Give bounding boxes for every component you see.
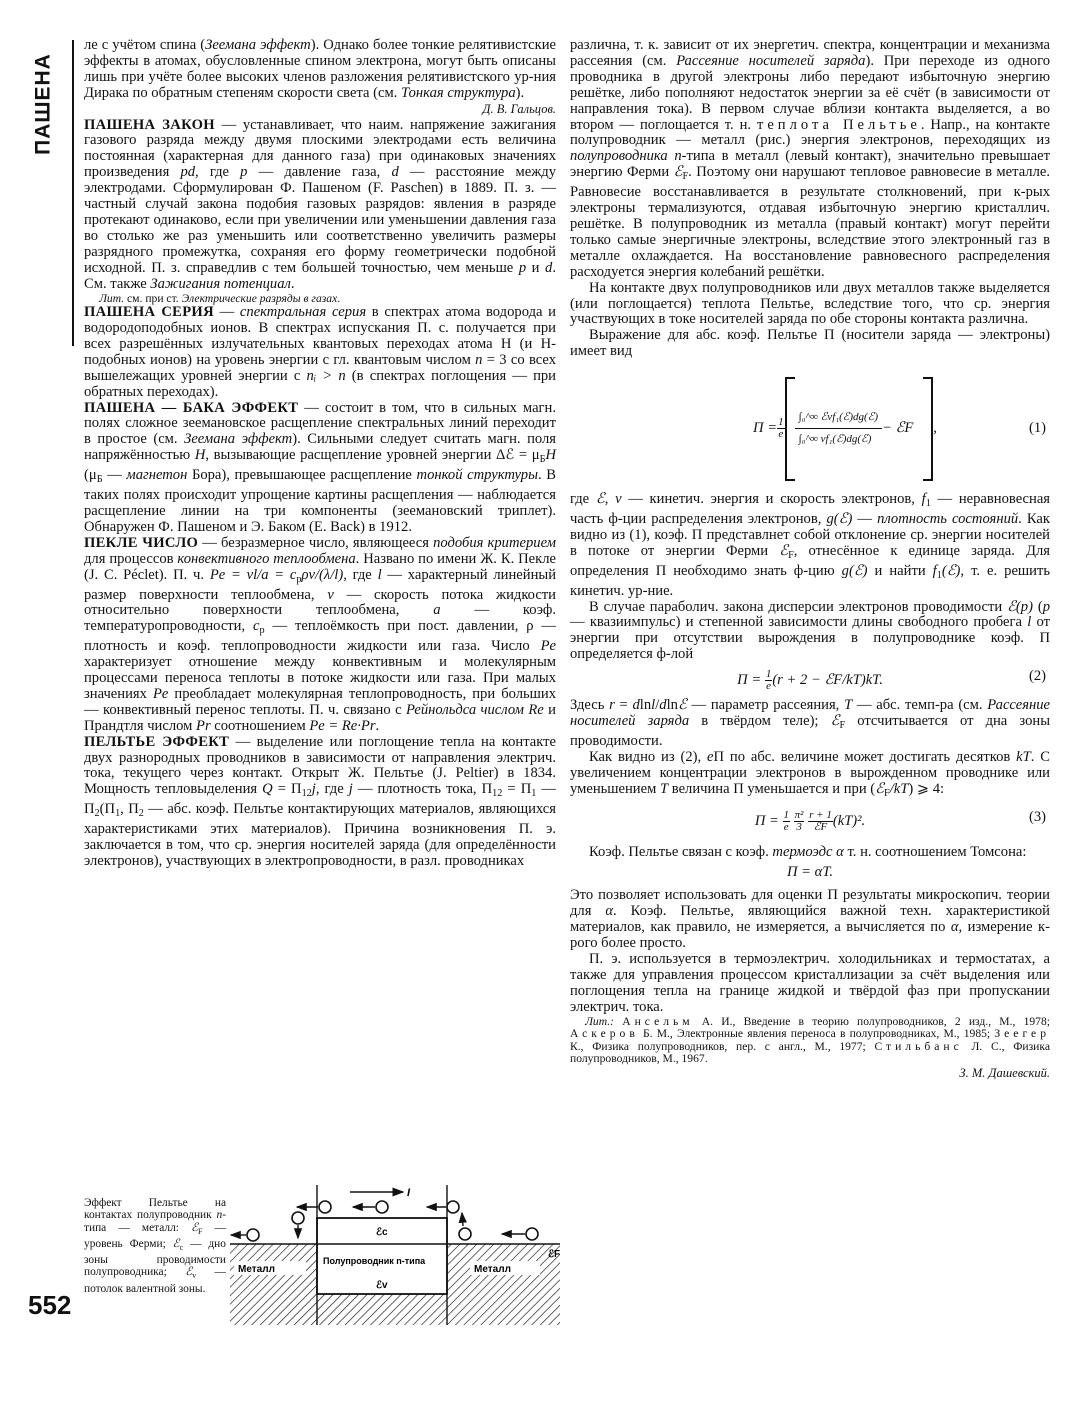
text-run: . Поэтому они нарушают тепловое равновесие в металле. Равновесие восстанавливается в результате столкновений, при к-рых электроны термализуются, отдавая избыточную энергию кристаллич. решётке. В полупроводник из металла (правый контакт) могут перейти только самые энергичные электроны, вследствие этого электронный газ в металле охлаждается. На восстановление равновесного распределения расходуется энергия колебаний решётки. bbox=[570, 164, 1050, 280]
text-run: характеризует отношение между конвективным и молекулярным процессами переноса теплоты в потоке жидкости или газа. При малых значениях bbox=[84, 654, 556, 702]
text-run: ( bbox=[1032, 598, 1043, 615]
text-run: ле с учётом спина ( bbox=[84, 37, 206, 53]
text-run: F bbox=[884, 787, 890, 799]
text-run: ПАШЕНА — БАКА ЭФФЕКТ bbox=[84, 399, 299, 416]
text-run: — скорость потока жидкости относительно поверхности теплообмена, bbox=[84, 586, 556, 619]
text-run: c bbox=[179, 1242, 184, 1252]
text-run: ). Сильными следует считать магн. поля напряжённостью bbox=[84, 431, 556, 464]
text-run: f bbox=[921, 491, 926, 508]
text-run: Б bbox=[539, 454, 546, 466]
text-run: — состоит в том, что в сильных магн. полях сложное зеемановское расщепление спектральных линий переходит в простое (см. bbox=[84, 399, 556, 448]
author-line: З. М. Дашевский. bbox=[959, 1066, 1050, 1081]
text-run: т. н. соотношением Томсона: bbox=[843, 843, 1027, 860]
text-run: ln bbox=[639, 697, 652, 714]
paragraph bbox=[570, 600, 1050, 664]
text-run: — bbox=[102, 467, 127, 484]
text-run: Pe bbox=[540, 638, 556, 655]
text-run: v bbox=[192, 1271, 197, 1281]
text-run: , где bbox=[343, 566, 378, 583]
text-run: ℰ bbox=[875, 780, 885, 797]
text-run: p bbox=[240, 164, 248, 181]
text-run: Здесь bbox=[570, 697, 610, 714]
text-run: ПЕЛЬТЬЕ ЭФФЕКТ bbox=[84, 733, 230, 750]
text-run: ℰ bbox=[830, 713, 840, 730]
text-run: v bbox=[615, 491, 622, 508]
text-run: — bbox=[852, 511, 878, 528]
text-run: ℰ bbox=[172, 1237, 180, 1250]
text-run: F bbox=[788, 549, 794, 561]
text-run: тонкой структуры bbox=[416, 467, 538, 484]
text-run: (Π bbox=[99, 801, 116, 818]
text-run: — потолок валентной зоны. bbox=[84, 1266, 226, 1295]
text-run: ℰ bbox=[595, 491, 605, 508]
text-run: соотношением bbox=[210, 717, 310, 734]
text-run: (в спектрах поглощения — при обратных переходах). bbox=[84, 367, 556, 400]
text-run: термоэдс α bbox=[772, 843, 844, 860]
text-run: Pe = vl/a = c bbox=[209, 566, 297, 583]
text-run: . С увеличением концентрации электронов в вырожденном проводнике или уменьшением bbox=[570, 748, 1050, 797]
formula-3 bbox=[570, 810, 1050, 833]
text-run: Эффект Пельтье на контактах полупроводник bbox=[84, 1197, 226, 1222]
text-run: — дно зоны проводимости полупроводника; bbox=[84, 1237, 226, 1279]
text-run: Тонкая структура bbox=[401, 84, 516, 101]
text-run: / bbox=[655, 697, 660, 714]
text-run: = Π bbox=[272, 781, 302, 798]
formula-4: Π = αT. bbox=[786, 863, 834, 880]
text-run: (ℰ) bbox=[941, 562, 961, 579]
text-run: величина Π уменьшается и при ( bbox=[668, 780, 876, 797]
text-run: — плотность тока, Π bbox=[352, 781, 493, 798]
paragraph bbox=[570, 888, 1050, 952]
text-run: — коэф. температуропроводности, bbox=[84, 602, 556, 635]
denominator: e bbox=[783, 820, 789, 833]
numerator: 1 bbox=[765, 668, 772, 681]
text-run: , где bbox=[315, 781, 349, 798]
text-run: П. э. используется в термоэлектрич. холодильниках и термостатах, а также для управления процессом кристаллизации за счёт выделения или поглощения тепла на границе жидкой и твёрдой фаз при пропускании электрич. тока. bbox=[570, 951, 1050, 1015]
valence-hatch bbox=[317, 1294, 447, 1325]
paragraph bbox=[570, 750, 1050, 802]
text-run: преобладает молекулярная теплопроводность, при больших — конвективный перенос теплоты. П. ч. связано с bbox=[84, 685, 557, 718]
text-run: Это позволяет использовать для оценки Π результаты микроскопич. теории для bbox=[570, 887, 1050, 920]
text-run: 12 bbox=[492, 788, 503, 800]
text-run: p bbox=[296, 573, 302, 585]
text-run: , измерение к-рого более просто. bbox=[570, 919, 1050, 952]
text-run: Б. М., Электронные явления переноса в полупроводниках, М., 1985; bbox=[638, 1027, 995, 1041]
text-run: На контакте двух полупроводников или двух металлов также выделяется (или поглощается) теплота Пельтье, вследствие того, что ср. энергия участвующих в токе носителей заряда по обе стороны контакта различна. bbox=[570, 279, 1050, 328]
text-run: ρv/(λ/l) bbox=[301, 566, 344, 583]
running-title bbox=[28, 40, 58, 175]
text-run: g(ℰ) bbox=[826, 511, 853, 528]
text-run: v bbox=[327, 586, 334, 603]
numerator: r + 1 bbox=[809, 808, 832, 821]
paragraph bbox=[570, 281, 1050, 329]
text-run: Рассеяние носителей заряда bbox=[676, 52, 866, 69]
text-run: . bbox=[375, 717, 380, 734]
text-run: Выражение для абс. коэф. Пельтье Π (носители заряда — электроны) имеет вид bbox=[570, 327, 1050, 360]
text-run: f bbox=[932, 562, 937, 579]
text-run: a bbox=[433, 602, 441, 619]
numerator: 1 bbox=[783, 808, 789, 821]
entry-peclet-number bbox=[84, 536, 556, 735]
author-line: Д. В. Гальцов. bbox=[482, 101, 556, 116]
entry-paschen-series bbox=[84, 305, 556, 400]
fraction bbox=[794, 810, 805, 833]
text-run: — теплоёмкость при пост. давлении, ρ — плотность и коэф. теплопроводности жидкости или газа. Число bbox=[84, 618, 557, 655]
text-run: Рассеяние носителей заряда bbox=[570, 697, 1050, 730]
text-run: p bbox=[1042, 598, 1050, 615]
paragraph bbox=[570, 328, 1050, 360]
text-run: . В таких полях происходит упрощение картины расщепления — наблюдается расщепление линии на три компоненты (зеемановский триплет). Обнаружен Ф. Пашеном и Э. Баком (E. Back) в 1912. bbox=[84, 467, 557, 535]
text-run: для процессов bbox=[84, 550, 178, 567]
text-run: H bbox=[545, 447, 556, 464]
text-run: различна, т. к. зависит от их энергетич. спектра, концентрации и механизма рассеяния (см. bbox=[570, 37, 1050, 69]
text-run: , где bbox=[195, 164, 241, 181]
text-run: , т. е. решить кинетич. ур-ние. bbox=[570, 562, 1050, 599]
text-run: d bbox=[391, 164, 399, 181]
text-run: . Названо по имени Ж. К. Пекле (J. C. Péclet). П. ч. bbox=[84, 550, 557, 583]
text-run: ) ⩾ 4: bbox=[908, 780, 945, 797]
text-run: спектральная серия bbox=[239, 304, 367, 321]
text-run: — давление газа, bbox=[247, 164, 392, 181]
integral-fraction bbox=[795, 401, 882, 456]
formula-body: (r + 2 − ℰF/kT)kT. bbox=[772, 672, 883, 689]
text-run: Π по абс. величине может достигать десятков bbox=[713, 748, 1017, 765]
numerator: 1 bbox=[778, 416, 784, 429]
text-run: — абс. коэф. Пельтье контактирующих материалов, являющихся характеристиками этих материалов). Причина возникновения П. э. заключается в том, что ср. энергия носителей заряда (для определённости электронов), участвующих в электропроводности, в разл. проводниках bbox=[84, 801, 556, 869]
text-run: , bbox=[604, 491, 616, 508]
denominator: ∫₀^∞ vf₁(ℰ)dg(ℰ) bbox=[798, 433, 872, 446]
denominator: e bbox=[766, 680, 771, 693]
text-run: Аскеров bbox=[570, 1027, 639, 1041]
text-run: ln bbox=[666, 697, 678, 714]
text-run: — характерный линейный размер поверхности теплообмена, bbox=[84, 566, 557, 603]
text-run: pd bbox=[180, 164, 196, 181]
text-run: Pe = Re·Pr bbox=[309, 717, 376, 734]
ef-label: ℰF bbox=[548, 1249, 560, 1260]
metal-left-label: Металл bbox=[238, 1264, 275, 1275]
paragraph bbox=[570, 698, 1050, 750]
text-run: ПАШЕНА СЕРИЯ bbox=[84, 304, 214, 321]
text-run: — параметр рассеяния, bbox=[686, 697, 845, 714]
formula-lhs: Π = bbox=[754, 812, 783, 829]
text-run: — устанавливает, что наим. напряжение зажигания газового разряда между двумя плоскими электродами есть величина постоянная (характерная для данного газа) при одинаковых значениях произведения bbox=[84, 116, 556, 181]
text-run: 1 bbox=[115, 808, 121, 820]
text-run: d bbox=[545, 259, 553, 276]
left-column bbox=[84, 38, 556, 870]
equation-number: (1) bbox=[1028, 420, 1046, 437]
text-run: d bbox=[632, 697, 640, 714]
bracket-right bbox=[923, 377, 933, 481]
text-run: 12 bbox=[301, 788, 312, 800]
paragraph bbox=[570, 492, 1050, 599]
ec-label: ℰc bbox=[376, 1227, 388, 1238]
text-run: — Π bbox=[84, 781, 556, 818]
formula-tail: − ℰF bbox=[882, 420, 914, 437]
text-run: p bbox=[518, 259, 527, 276]
fraction bbox=[777, 417, 785, 440]
paragraph bbox=[84, 38, 556, 102]
comma: , bbox=[933, 420, 937, 437]
fraction bbox=[808, 810, 833, 833]
formula-lhs: Π = bbox=[753, 420, 778, 437]
text-run: Л. С., Физика полупроводников, М., 1967. bbox=[570, 1039, 1050, 1066]
text-run: -типа — металл: bbox=[84, 1209, 226, 1234]
text-run: H bbox=[194, 447, 206, 464]
text-run: — уровень Ферми; bbox=[84, 1221, 226, 1250]
text-run: Стильбанс bbox=[874, 1039, 963, 1053]
entry-peltier-effect bbox=[84, 735, 556, 870]
text-run: (μ bbox=[84, 467, 97, 484]
text-run: — абс. темп-ра (см. bbox=[852, 697, 988, 714]
denominator: ℰF bbox=[813, 820, 828, 833]
text-run: ). При переходе из одного проводника в другой электроны либо передают избыточную энергию решётке, либо пополняют недостаток энергии за её счёт (в зависимости от направления тока). В первом случае вблизи контакта выделяется, а во втором — поглощается т. н. bbox=[570, 52, 1050, 133]
denominator: 3 bbox=[796, 820, 802, 833]
text-run: в твёрдом теле); bbox=[689, 713, 831, 730]
text-run: F bbox=[198, 1226, 203, 1236]
text-run: и bbox=[526, 259, 546, 276]
text-run: где bbox=[570, 491, 596, 508]
text-run: теплота Пельтье bbox=[756, 116, 921, 133]
paragraph bbox=[570, 845, 1050, 861]
text-run: , Π bbox=[120, 801, 139, 818]
text-run: . См. также bbox=[84, 259, 556, 292]
text-run: — выделение или поглощение тепла на контакте двух разнородных проводников в зависимости от направления электрич. тока, текущего через контакт. Открыт Ж. Пельтье (J. Peltier) в 1834. Мощность тепловыделения bbox=[84, 733, 556, 798]
text-run: Pe bbox=[152, 685, 169, 702]
page-number: 552 bbox=[28, 1290, 72, 1320]
text-run: — безразмерное число, являющееся bbox=[198, 534, 434, 551]
text-run: Зажигания потенциал bbox=[150, 275, 291, 292]
text-run: ℰ bbox=[779, 542, 789, 559]
text-run: . Напр., на контакте полупроводник — металл (рис.) энергия электронов, переходящих из bbox=[570, 116, 1050, 149]
text-run: и найти bbox=[867, 562, 933, 579]
text-run: Лит. bbox=[99, 291, 125, 305]
text-run: Лит.: bbox=[585, 1014, 615, 1028]
paragraph bbox=[570, 38, 1050, 281]
text-run: j bbox=[311, 781, 316, 798]
text-run: Бора), превышающее расщепление bbox=[187, 467, 417, 484]
text-run: -типа в металл (левый контакт), значительно превышает энергию Ферми bbox=[570, 148, 1051, 181]
figure-caption bbox=[84, 1197, 226, 1295]
text-run: d bbox=[659, 697, 667, 714]
text-run: l bbox=[1027, 614, 1032, 631]
text-run: ℰ bbox=[677, 697, 687, 714]
right-column bbox=[570, 38, 1050, 1082]
text-run: — расстояние между электродами. Сформулирован Ф. Пашеном (F. Paschen) в 1889. П. з. — частный случай закона подобия газовых разрядов: явления в разряде протекают одинаково, если при увеличении или уменьшении давления газа во столько же раз уменьшить или соответственно увеличить размеры разрядного промежутка, сохраняя его форму геометрически подобной исходной. П. з. справедлив с тем большей точностью, чем меньше bbox=[84, 164, 557, 276]
text-run: n bbox=[475, 351, 483, 368]
bracket-left bbox=[785, 377, 795, 481]
text-run: α bbox=[605, 903, 614, 920]
formula-1 bbox=[570, 376, 1050, 480]
text-run: kT bbox=[1016, 748, 1031, 765]
paragraph bbox=[570, 952, 1050, 1016]
text-run: 1 bbox=[531, 788, 537, 800]
text-run: от энергии при отсутствии вырождения в полупроводнике коэф. Π определяется ф-лой bbox=[570, 614, 1050, 663]
text-run: g(ℰ) bbox=[841, 562, 868, 579]
text-run: Рейнольдса числом bbox=[406, 701, 524, 718]
text-run: Зеемана эффект bbox=[205, 37, 311, 53]
text-run: Q bbox=[262, 781, 273, 798]
semiconductor-label: Полупроводник n-типа bbox=[323, 1256, 426, 1266]
equation-number: (3) bbox=[1028, 808, 1046, 825]
text-run: = bbox=[614, 697, 633, 714]
formula-lhs: Π = bbox=[737, 672, 765, 689]
text-run: ℰ bbox=[191, 1221, 199, 1234]
text-run: j bbox=[348, 781, 353, 798]
metal-left-region bbox=[230, 1244, 317, 1325]
text-run: — квазиимпульс) и степенной зависимости длины свободного пробега bbox=[570, 614, 1028, 631]
text-run: . bbox=[290, 275, 295, 292]
text-run: Коэф. Пельтье связан с коэф. bbox=[588, 843, 773, 860]
text-run: /kT bbox=[889, 780, 909, 797]
ev-label: ℰv bbox=[376, 1280, 388, 1291]
literature bbox=[570, 1016, 1050, 1066]
metal-right-region bbox=[447, 1244, 560, 1325]
text-run: T bbox=[844, 697, 853, 714]
text-run: α bbox=[950, 919, 959, 936]
numerator: π² bbox=[794, 808, 804, 821]
text-run: 1 bbox=[925, 498, 931, 510]
text-run: . Коэф. Пельтье, являющийся важной техн. характеристикой материалов, как правило, не измеряется, а вычисляется по bbox=[570, 903, 1050, 936]
text-run: 2 bbox=[138, 808, 144, 820]
text-run: Как видно из (2), bbox=[588, 748, 707, 765]
text-run: ). Однако более тонкие релятивистские эффекты в атомах, обусловленные спином электрона, могут быть описаны лишь при учёте более высоких членов разложения релятивистского ур-ния Дирака по обратным степеням скорости света (см. bbox=[84, 37, 556, 101]
text-run: T bbox=[659, 780, 669, 797]
entry-paschen-law bbox=[84, 118, 556, 293]
peltier-diagram bbox=[230, 1185, 560, 1325]
text-run: А. И., Введение в теорию полупроводников, 2 изд., М., 1978; bbox=[693, 1014, 1050, 1028]
text-run: . Как видно из (1), коэф. Π представлнет собой отклонение ср. энергии носителей в потоке от энергии Ферми bbox=[570, 511, 1051, 559]
text-run: Зеегер bbox=[994, 1027, 1050, 1041]
text-run: = 3 со всех вышележащих уровней энергии с bbox=[84, 351, 556, 384]
text-run: подобия критерием bbox=[433, 534, 556, 551]
current-label: I bbox=[407, 1187, 411, 1199]
text-run: nᵢ > n bbox=[306, 367, 346, 384]
text-run: r bbox=[609, 697, 615, 714]
text-run: ПАШЕНА ЗАКОН bbox=[84, 116, 215, 133]
text-run: p bbox=[259, 625, 265, 637]
text-run: В случае параболич. закона дисперсии электронов проводимости bbox=[588, 598, 1008, 615]
text-run: полупроводника n bbox=[570, 148, 682, 165]
text-run: — неравновесная часть ф-ции распределения электронов, bbox=[570, 491, 1051, 528]
text-run: 2 bbox=[94, 808, 100, 820]
fraction bbox=[783, 810, 791, 833]
text-run: . bbox=[337, 291, 341, 305]
text-run: плотность состояний bbox=[877, 511, 1019, 528]
text-run bbox=[614, 1015, 622, 1028]
metal-right-label: Металл bbox=[474, 1264, 511, 1275]
text-run: F bbox=[682, 171, 689, 183]
numerator: ∫₀^∞ ℰvf₁(ℰ)dg(ℰ) bbox=[795, 401, 882, 429]
text-run: , вызывающие расщепление уровней энергии Δℰ = μ bbox=[205, 447, 540, 464]
text-run: Pr bbox=[196, 717, 211, 734]
formula-tail: (kT)². bbox=[832, 812, 866, 829]
text-run: c bbox=[253, 618, 260, 635]
text-run: Ансельм bbox=[622, 1014, 694, 1028]
text-run: Re bbox=[528, 701, 544, 718]
text-run: 1 bbox=[936, 569, 942, 581]
text-run: см. при ст. bbox=[124, 291, 182, 305]
entry-paschen-back-effect bbox=[84, 401, 556, 536]
text-run: ℰ(p) bbox=[1007, 598, 1033, 615]
text-run: = Π bbox=[502, 781, 532, 798]
denominator: e bbox=[778, 428, 784, 441]
text-run: ℰ bbox=[673, 164, 683, 181]
running-title-text: ПАШЕНА bbox=[31, 53, 55, 155]
text-run: конвективного теплообмена bbox=[177, 550, 356, 567]
text-run: и Прандтля числом bbox=[84, 701, 556, 734]
formula-2 bbox=[570, 669, 1050, 692]
equation-number: (2) bbox=[1028, 668, 1046, 685]
text-run: Зеемана эффект bbox=[184, 431, 293, 448]
text-run: Электрические разряды в газах bbox=[181, 291, 338, 305]
text-run: Б bbox=[96, 474, 103, 486]
text-run: ПЕКЛЕ ЧИСЛО bbox=[84, 534, 199, 551]
text-run: в спектрах атома водорода и водородоподобных ионов. В спектрах испускания П. с. получается при всех разрешённых излучательных квантовых переходах атома H (и H-подобных ионов) на уровень энергии с гл. квантовым числом bbox=[84, 304, 556, 368]
text-run: F bbox=[839, 720, 846, 732]
text-run: отсчитывается от дна зоны проводимости. bbox=[570, 713, 1050, 749]
text-run: ). bbox=[515, 84, 525, 101]
text-run: e bbox=[707, 748, 714, 765]
text-run: — кинетич. энергия и скорость электронов, bbox=[621, 491, 922, 508]
text-run: l bbox=[651, 697, 656, 714]
margin-rule bbox=[72, 40, 74, 346]
text-run: n bbox=[216, 1209, 223, 1222]
text-run: ℰ bbox=[185, 1266, 193, 1279]
text-run: магнетон bbox=[126, 467, 188, 484]
text-run: — bbox=[213, 304, 240, 321]
text-run: l bbox=[377, 566, 382, 583]
text-run: , отнесённое к единице заряда. Для определения Π необходимо знать ф-цию bbox=[570, 542, 1050, 579]
text-run: К., Физика полупроводников, пер. с англ., М., 1977; bbox=[570, 1039, 875, 1053]
